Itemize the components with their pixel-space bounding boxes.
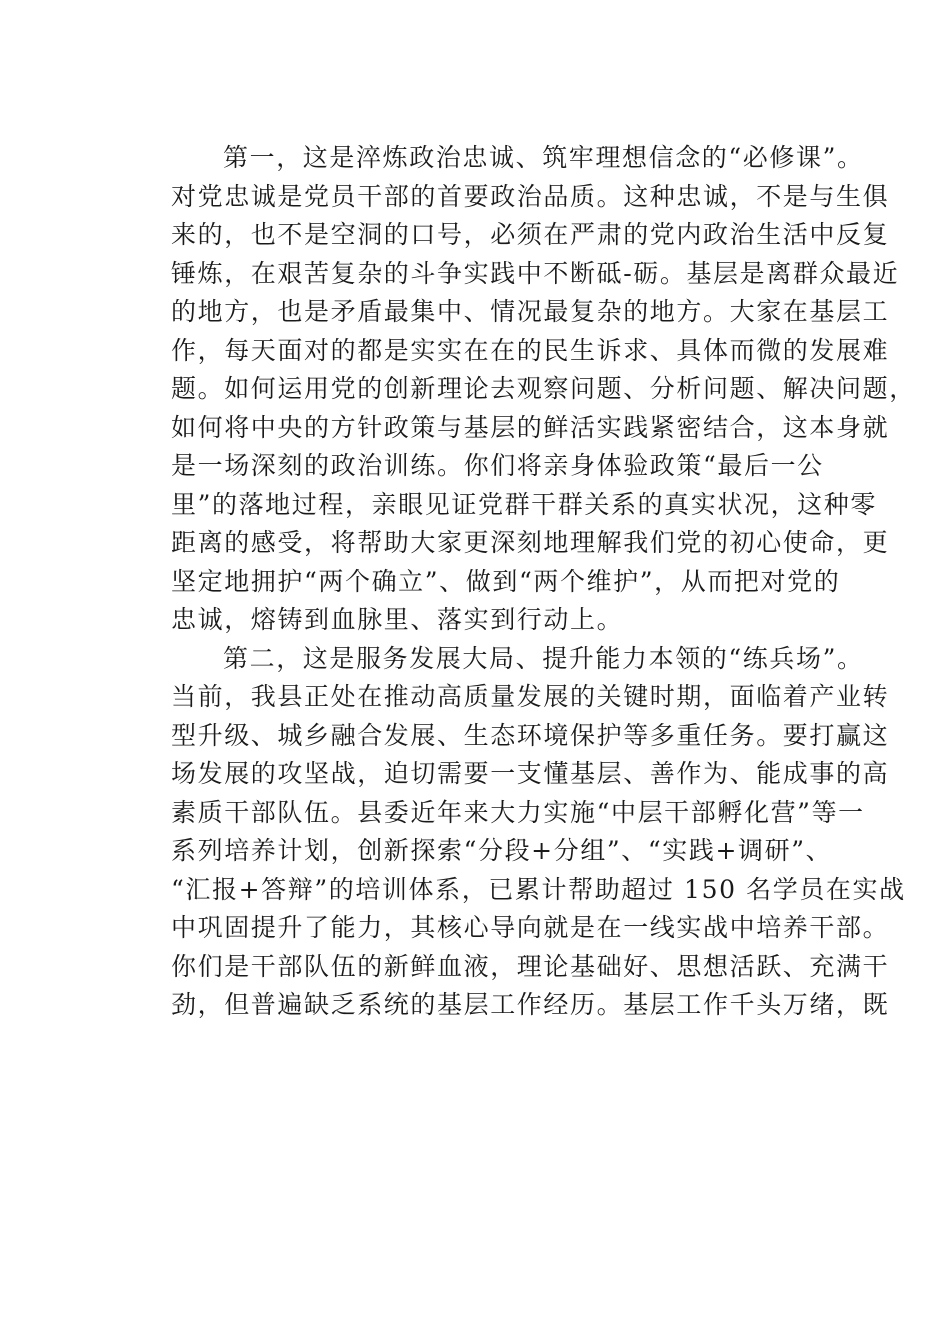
- paragraph-line: 来的，也不是空洞的口号，必须在严肃的党内政治生活中反复: [171, 220, 890, 249]
- paragraph-line: 题。如何运用党的创新理论去观察问题、分析问题、解决问题，: [171, 374, 916, 403]
- paragraph-line: 当前，我县正处在推动高质量发展的关键时期，面临着产业转: [171, 682, 890, 711]
- paragraph-line: 里”的落地过程，亲眼见证党群干群关系的真实状况，这种零: [171, 489, 877, 519]
- paragraph-line: 第一，这是淬炼政治忠诚、筑牢理想信念的“必修课”。: [223, 143, 864, 172]
- paragraph-line: 对党忠诚是党员干部的首要政治品质。这种忠诚，不是与生俱: [171, 181, 890, 211]
- paragraph-line: “汇报+答辩”的培训体系，已累计帮助超过 150 名学员在实战: [171, 874, 906, 904]
- paragraph-line: 场发展的攻坚战，迫切需要一支懂基层、善作为、能成事的高: [171, 759, 890, 788]
- paragraph-line: 距离的感受，将帮助大家更深刻地理解我们党的初心使命，更: [171, 528, 890, 557]
- paragraph-line: 你们是干部队伍的新鲜血液，理论基础好、思想活跃、充满干: [171, 951, 890, 981]
- document-body: [119, 139, 916, 1025]
- paragraph-line: 作，每天面对的都是实实在在的民生诉求、具体而微的发展难: [171, 335, 890, 365]
- paragraph-line: 是一场深刻的政治训练。你们将亲身体验政策“最后一公: [171, 451, 824, 480]
- paragraph-line: 系列培养计划，创新探索“分段+分组”、“实践+调研”、: [171, 836, 833, 865]
- paragraph-line: 型升级、城乡融合发展、生态环境保护等多重任务。要打赢这: [171, 720, 890, 750]
- paragraph-line: 劲，但普遍缺乏系统的基层工作经历。基层工作千头万绪，既: [171, 990, 890, 1019]
- paragraph-line: 素质干部队伍。县委近年来大力实施“中层干部孵化营”等一: [171, 797, 865, 827]
- paragraph-2: [119, 640, 906, 1025]
- paragraph-line: 坚定地拥护“两个确立”、做到“两个维护”，从而把对党的: [171, 566, 841, 596]
- paragraph-line: 中巩固提升了能力，其核心导向就是在一线实战中培养干部。: [171, 913, 890, 942]
- paragraph-line: 第二，这是服务发展大局、提升能力本领的“练兵场”。: [223, 643, 864, 673]
- paragraph-line: 忠诚，熔铸到血脉里、落实到行动上。: [171, 605, 624, 634]
- paragraph-line: 的地方，也是矛盾最集中、情况最复杂的地方。大家在基层工: [171, 297, 890, 326]
- paragraph-line: 锤炼，在艰苦复杂的斗争实践中不断砥-砺。基层是离群众最近: [171, 258, 900, 288]
- paragraph-1: [119, 139, 916, 640]
- paragraph-line: 如何将中央的方针政策与基层的鲜活实践紧密结合，这本身就: [171, 412, 890, 442]
